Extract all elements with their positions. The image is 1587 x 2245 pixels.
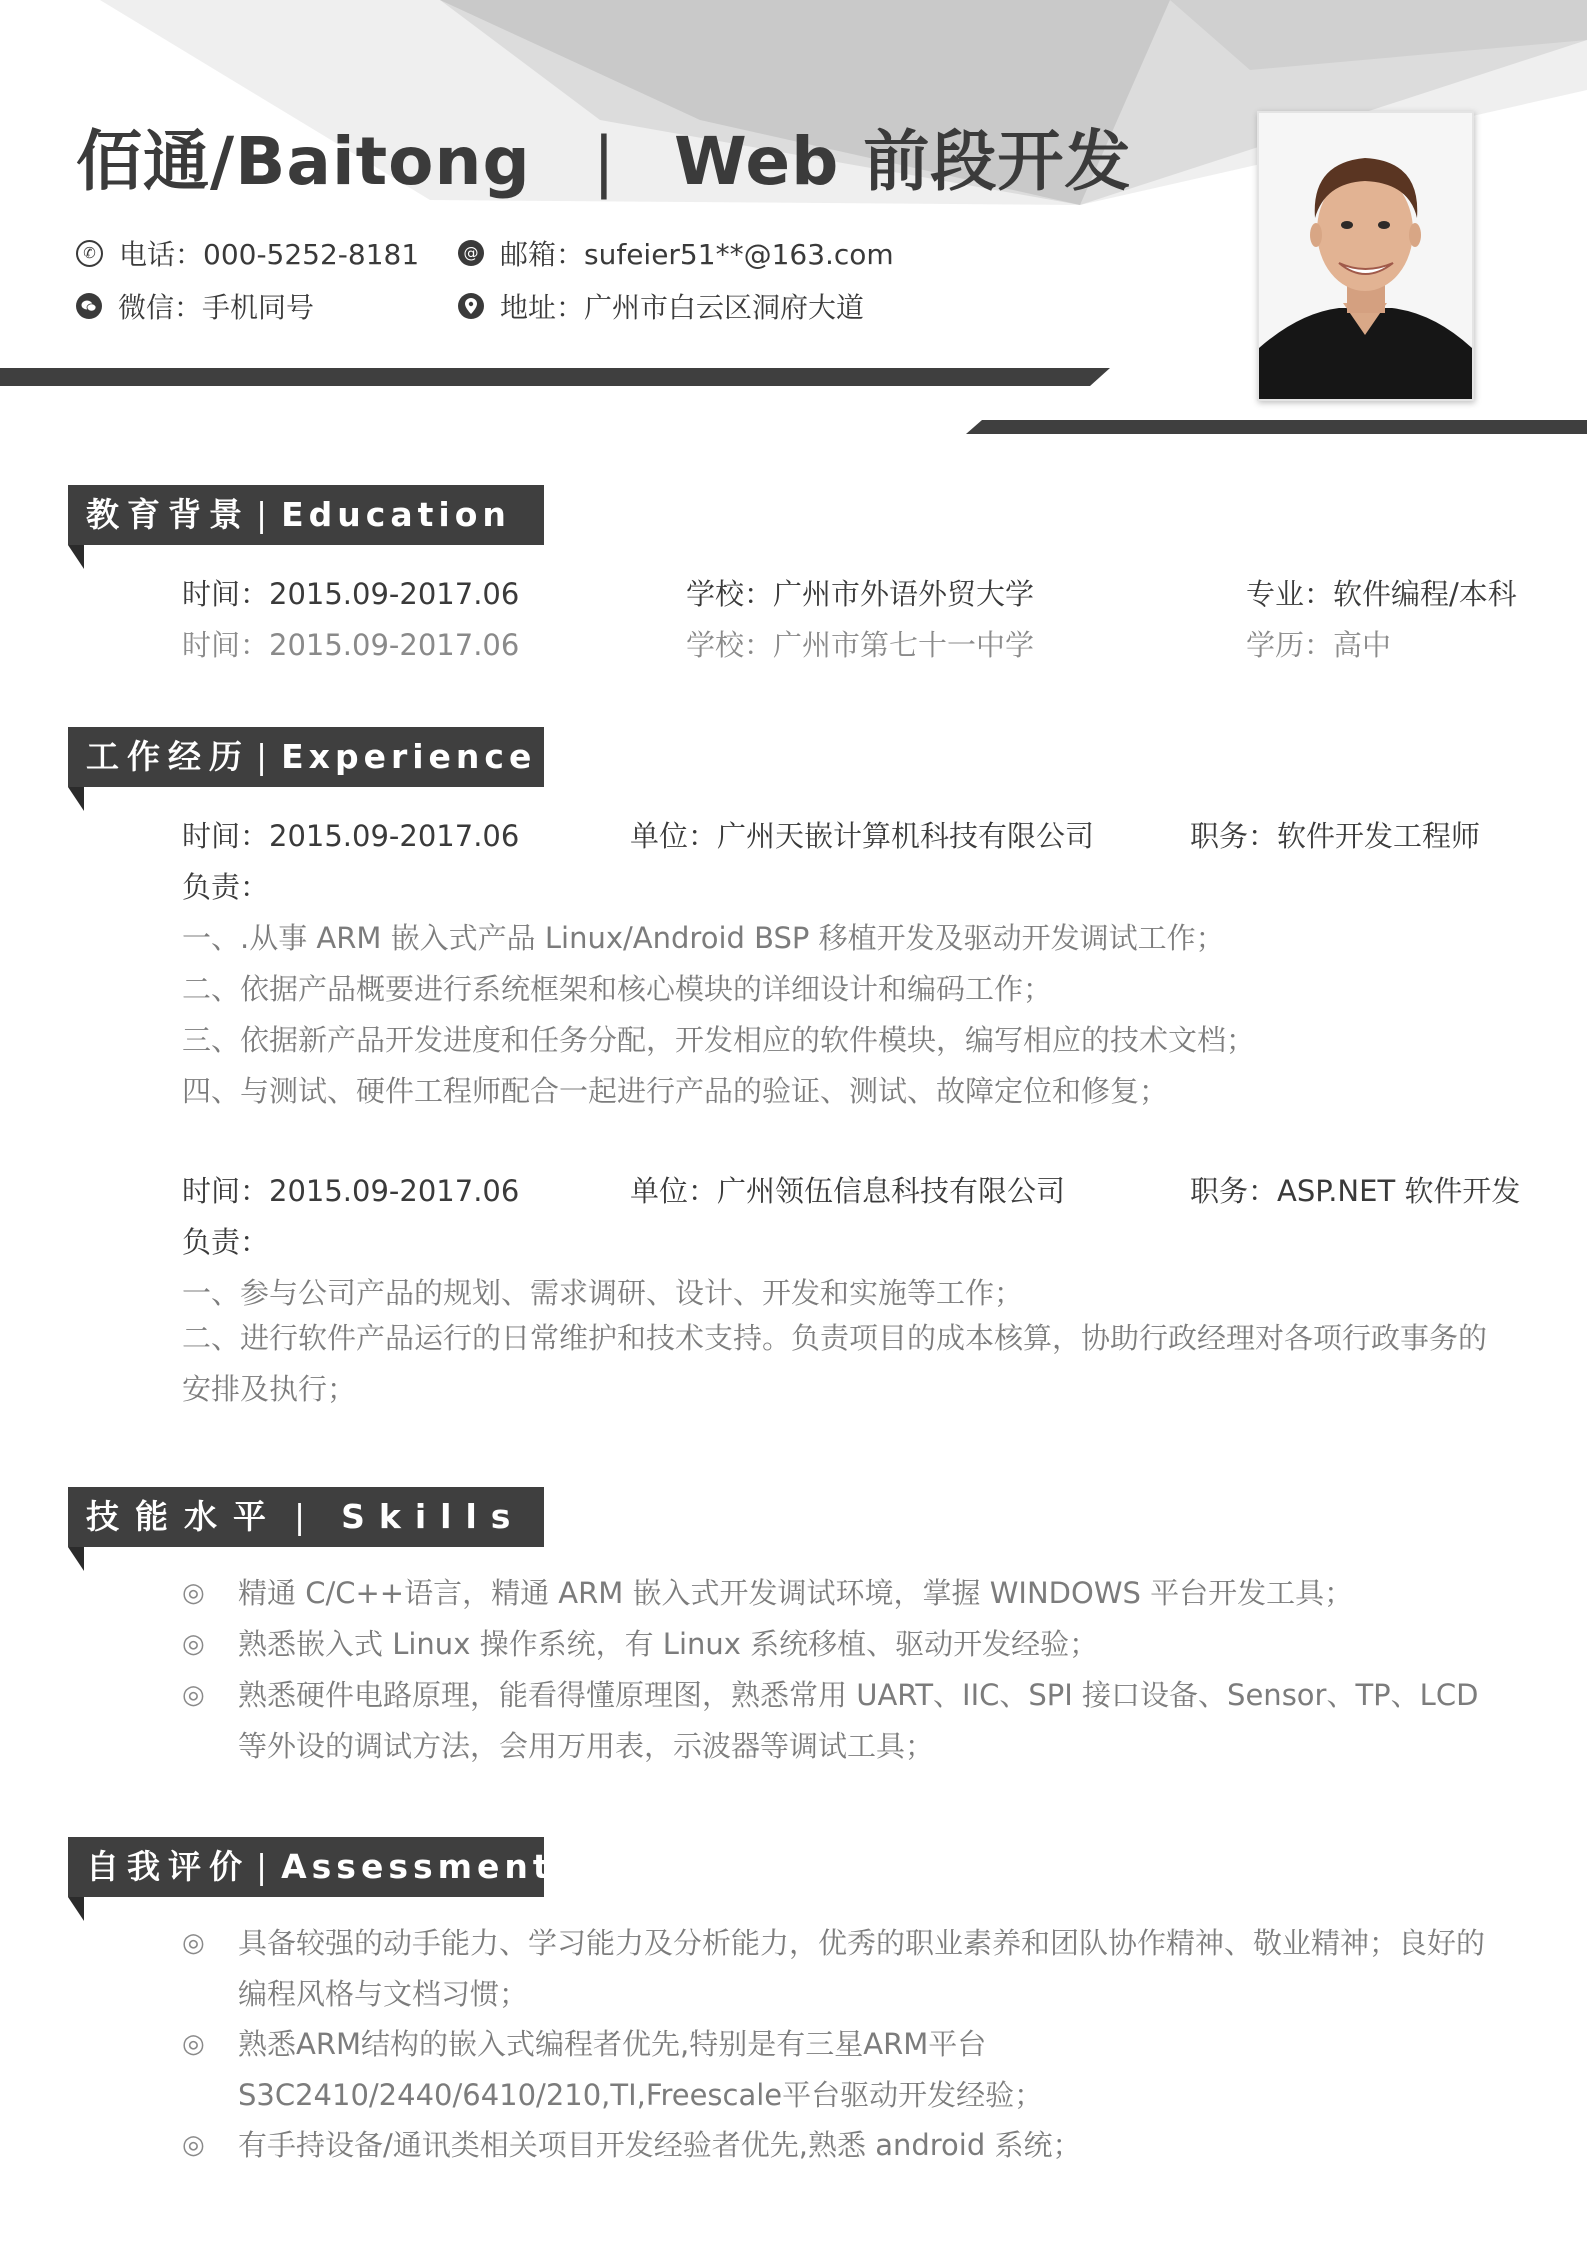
assessment-title-bar: |: [256, 1847, 268, 1886]
divider-bar-right: [966, 420, 1587, 434]
job-1-duty-2: 二、依据产品概要进行系统框架和核心模块的详细设计和编码工作；: [182, 972, 1053, 1006]
education-title-en: Education: [281, 495, 511, 534]
experience-title-en: Experience: [281, 737, 537, 776]
job-1-duty-1: 一、.从事 ARM 嵌入式产品 Linux/Android BSP 移植开发及驱动开发调试工作；: [182, 921, 1225, 955]
wechat-text: 微信：手机同号: [118, 291, 315, 324]
phone-icon: ✆: [76, 240, 103, 267]
job-2-company: 单位：广州领伍信息科技有限公司: [630, 1174, 1066, 1208]
job-2-duty-2: 二、进行软件产品运行的日常维护和技术支持。负责项目的成本核算，协助行政经理对各项行政事务的安排及执行；: [182, 1321, 1488, 1406]
job-title: Web 前段开发: [673, 123, 1132, 200]
section-header-experience: [68, 727, 544, 787]
section-header-education: [68, 485, 544, 545]
job-1-time: 时间：2015.09-2017.06: [182, 819, 520, 853]
education-title-bar: |: [256, 495, 268, 534]
job-1-duty-label: 负责：: [182, 870, 270, 904]
skill-item-1: [182, 1568, 1500, 1619]
job-1-position: 职务：软件开发工程师: [1190, 819, 1481, 853]
job-2-time: 时间：2015.09-2017.06: [182, 1174, 520, 1208]
skill-item-3: [182, 1670, 1500, 1772]
bullet-circle-icon: ◎: [182, 1928, 205, 1958]
contact-email: [458, 233, 894, 273]
job-1-company: 单位：广州天嵌计算机科技有限公司: [630, 819, 1095, 853]
assessment-item-text: 具备较强的动手能力、学习能力及分析能力，优秀的职业素养和团队协作精神、敬业精神；良好的编程风格与文档习惯；: [238, 1926, 1486, 2011]
edu-2-major: 学历：高中: [1246, 628, 1392, 662]
at-sign-icon: @: [458, 240, 484, 266]
bullet-circle-icon: ◎: [182, 1680, 205, 1710]
experience-title-bar: |: [256, 737, 268, 776]
skill-item-text: 熟悉嵌入式 Linux 操作系统，有 Linux 系统移植、驱动开发经验；: [238, 1627, 1099, 1661]
job-1-duty-3: 三、依据新产品开发进度和任务分配，开发相应的软件模块，编写相应的技术文档；: [182, 1023, 1256, 1057]
bullet-circle-icon: ◎: [182, 2130, 205, 2160]
assessment-title-cn: 自我评价: [86, 1847, 250, 1886]
title-separator: |: [592, 123, 616, 200]
assessment-item-text: 熟悉ARM结构的嵌入式编程者优先,特别是有三星ARM平台S3C2410/2440/6410/210,TI,Freescale平台驱动开发经验；: [238, 2027, 1044, 2112]
assessment-item-2: [182, 2019, 1500, 2121]
edu-1-major: 专业：软件编程/本科: [1246, 577, 1517, 611]
wechat-icon: [76, 293, 102, 319]
candidate-name: 佰通/Baitong: [76, 123, 531, 200]
section-header-assessment: [68, 1837, 554, 1897]
skills-title-bar: |: [294, 1497, 306, 1536]
contact-phone: [76, 233, 419, 273]
portrait-image: [1259, 113, 1472, 399]
edu-1-school: 学校：广州市外语外贸大学: [686, 577, 1035, 611]
bullet-circle-icon: ◎: [182, 1578, 205, 1608]
contact-wechat: [76, 286, 314, 326]
job-2-duty-label: 负责：: [182, 1225, 270, 1259]
assessment-title-en: Assessment: [281, 1847, 554, 1886]
assessment-item-text: 有手持设备/通讯类相关项目开发经验者优先,熟悉 android 系统；: [238, 2128, 1082, 2162]
skill-item-2: [182, 1619, 1500, 1670]
assessment-item-3: [182, 2120, 1500, 2171]
section-header-skills: [68, 1487, 544, 1547]
job-2-position: 职务：ASP.NET 软件开发: [1190, 1174, 1521, 1208]
phone-text: 电话：000-5252-8181: [119, 238, 420, 271]
education-title-cn: 教育背景: [86, 495, 250, 534]
edu-2-school: 学校：广州市第七十一中学: [686, 628, 1035, 662]
location-pin-icon: [458, 293, 484, 319]
contact-address: [458, 286, 864, 326]
job-2-duty-1: 一、参与公司产品的规划、需求调研、设计、开发和实施等工作；: [182, 1276, 1024, 1310]
email-text: 邮箱：sufeier51**@163.com: [500, 238, 894, 271]
profile-photo: [1257, 111, 1474, 401]
skill-item-text: 精通 C/C++语言，精通 ARM 嵌入式开发调试环境，掌握 WINDOWS 平台开发工具；: [238, 1576, 1354, 1610]
page-title: [76, 108, 1131, 203]
skill-item-text: 熟悉硬件电路原理，能看得懂原理图，熟悉常用 UART、IIC、SPI 接口设备、Sensor、TP、LCD 等外设的调试方法，会用万用表，示波器等调试工具；: [238, 1678, 1479, 1763]
address-text: 地址：广州市白云区洞府大道: [500, 291, 865, 324]
edu-2-time: 时间：2015.09-2017.06: [182, 628, 520, 662]
assessment-item-1: [182, 1918, 1500, 2020]
job-1-duty-4: 四、与测试、硬件工程师配合一起进行产品的验证、测试、故障定位和修复；: [182, 1074, 1169, 1108]
bullet-circle-icon: ◎: [182, 2029, 205, 2059]
edu-1-time: 时间：2015.09-2017.06: [182, 577, 520, 611]
bullet-circle-icon: ◎: [182, 1629, 205, 1659]
skills-title-cn: 技能水平: [86, 1497, 282, 1536]
divider-bar-left: [0, 368, 1110, 386]
experience-title-cn: 工作经历: [86, 737, 250, 776]
skills-title-en: Skills: [341, 1497, 525, 1536]
